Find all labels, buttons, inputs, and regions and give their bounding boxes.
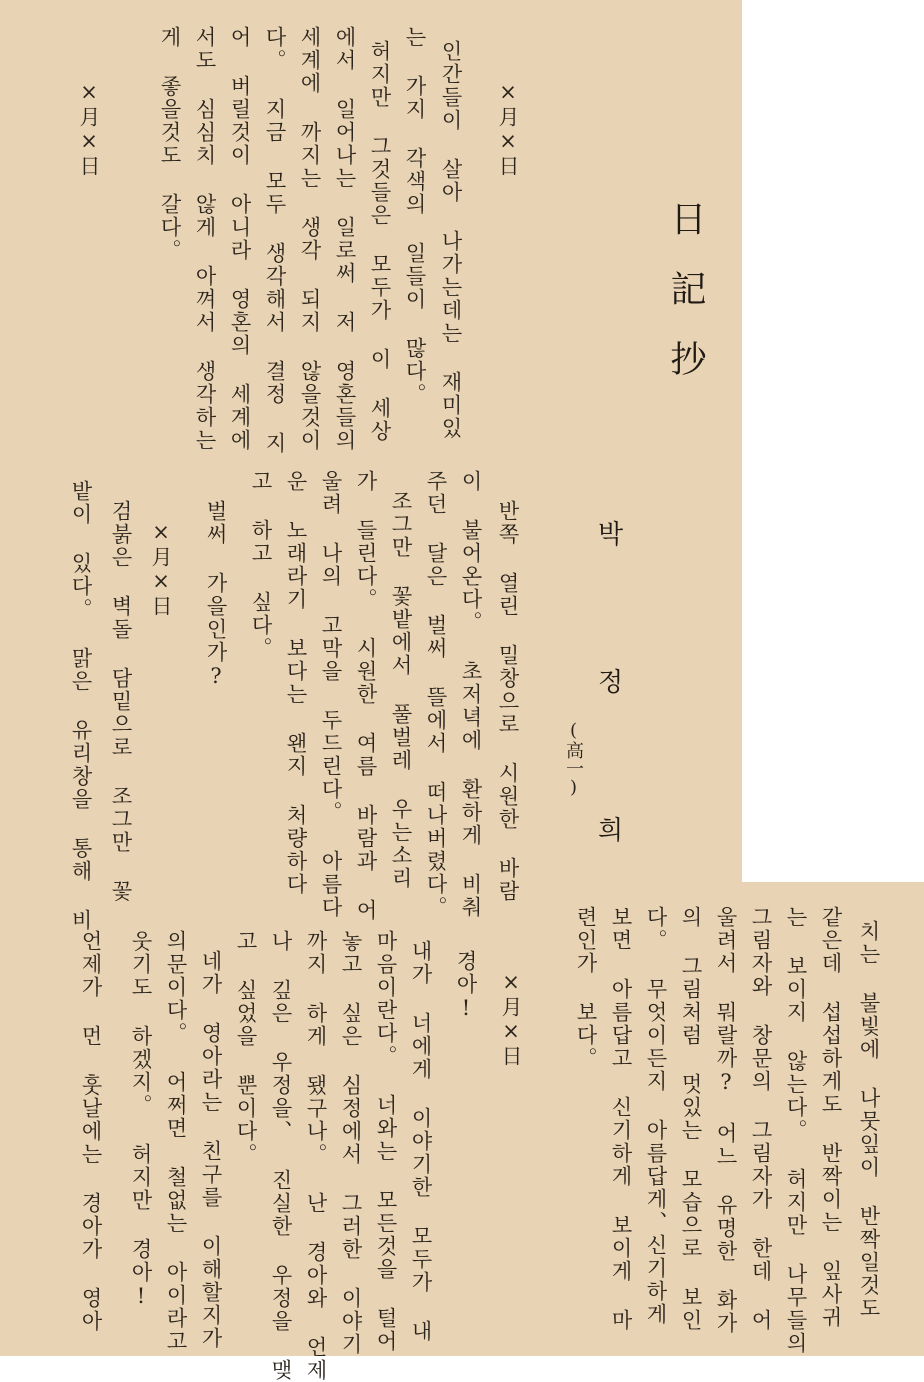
entry1-line-6: 다。 지금 모두 생각해서 결정 지	[263, 26, 287, 455]
entry1-line-1: 인간들이 살아 나가는데는 재미있	[439, 40, 463, 440]
entry3-date: ×月×日	[149, 520, 173, 618]
entry4-date: ×月×日	[499, 970, 523, 1068]
entry2-line-6: 울려 나의 고막을 두드린다。 아름다	[319, 470, 343, 919]
entry3-cont-line-1: 치는 불빛에 나뭇잎이 반짝일것도	[857, 920, 881, 1320]
entry4-line-10: 웃기도 하겠지。 허지만 경아!	[129, 930, 153, 1310]
entry3-line-1: 검붉은 벽돌 담밑으로 조그만 꽃	[109, 500, 133, 903]
entry3-cont-line-3: 는 보이지 않는다。 허지만 나무들의	[784, 906, 808, 1355]
entry4-line-3: 마음이란다。 너와는 모든것을 털어	[374, 930, 398, 1353]
entry1-line-5: 세계에 까지는 생각 되지 않을것이	[298, 26, 322, 452]
entry2-line-7: 운 노래라기 보다는 왠지 처량하다	[284, 470, 308, 896]
entry1-line-7: 어 버릴것이 아니라 영혼의 세계에	[228, 26, 252, 452]
entry3-cont-line-6: 의 그림처럼 멋있는 모습으로 보인	[679, 906, 703, 1332]
entry3-line-2: 밭이 있다。 맑은 유리창을 통해 비	[69, 480, 93, 932]
entry2-line-9: 벌써 가을인가?	[204, 500, 228, 690]
entry2-line-5: 가 들린다。 시원한 여름 바람과 어	[354, 470, 378, 922]
author-grade: (高一)	[563, 720, 584, 798]
entry4-line-4: 놓고 싶은 심정에서 그러한 이야기	[339, 930, 363, 1356]
entry1-line-9: 게 좋을것도 갈다。	[158, 26, 182, 262]
entry3-cont-line-5: 울려서 뭐랄까? 어느 유명한 화가	[714, 906, 738, 1335]
entry3-cont-line-4: 그림자와 창문의 그림자가 한데 어	[749, 906, 773, 1332]
entry3-cont-line-7: 다。 무엇이든지 아름답게、신기하게	[644, 906, 668, 1326]
entry2-line-3: 주던 달은 벌써 뜰에서 떠나버렸다。	[424, 470, 448, 919]
entry4-line-9: 의문이다。 어쩌면 철없는 아이라고	[164, 930, 188, 1353]
entry4-line-7: 고 싶었을 뿐이다。	[234, 930, 258, 1166]
entry1-line-8: 서도 심심치 않게 아껴서 생각하는	[193, 26, 217, 452]
entry2-line-2: 이 불어온다。 초저녁에 환하게 비춰	[459, 470, 483, 919]
entry3-cont-line-2: 같은데 섭섭하게도 반짝이는 잎사귀	[819, 906, 843, 1329]
entry4-line-11: 언제가 먼 훗날에는 경아가 영아	[79, 930, 103, 1333]
entry2-line-4: 조그만 꽃밭에서 풀벌레 우는소리	[389, 490, 413, 890]
entry3-cont-line-9: 련인가 보다。	[574, 906, 598, 1070]
entry1-line-3: 허지만 그것들은 모두가 이 세상	[368, 40, 392, 443]
entry3-cont-line-8: 보면 아름답고 신기하게 보이게 마	[609, 906, 633, 1332]
entry4-line-5: 까지 하게 됐구나。 난 경아와 언제	[304, 930, 328, 1382]
entry1-next-date: ×月×日	[77, 80, 101, 178]
entry1-line-2: 는 가지 각색의 일들이 많다。	[403, 26, 427, 406]
entry1-line-4: 에서 일어나는 일로써 저 영혼들의	[333, 26, 357, 452]
entry1-date: ×月×日	[496, 80, 520, 178]
entry2-line-1: 반쪽 열린 밀창으로 시원한 바람	[496, 500, 520, 903]
entry4-line-8: 네가 영아라는 친구를 이해할지가	[199, 950, 223, 1350]
article-title: 日記抄	[665, 200, 706, 410]
entry4-line-6: 나 깊은 우정을、 진실한 우정을 맺	[269, 930, 293, 1382]
entry2-line-8: 고 하고 싶다。	[249, 470, 273, 660]
entry4-line-2: 내가 너에게 이야기한 모두가 내	[409, 940, 433, 1343]
entry4-line-1: 경아!	[454, 950, 478, 1022]
author-name: 박 정 희	[593, 520, 623, 888]
